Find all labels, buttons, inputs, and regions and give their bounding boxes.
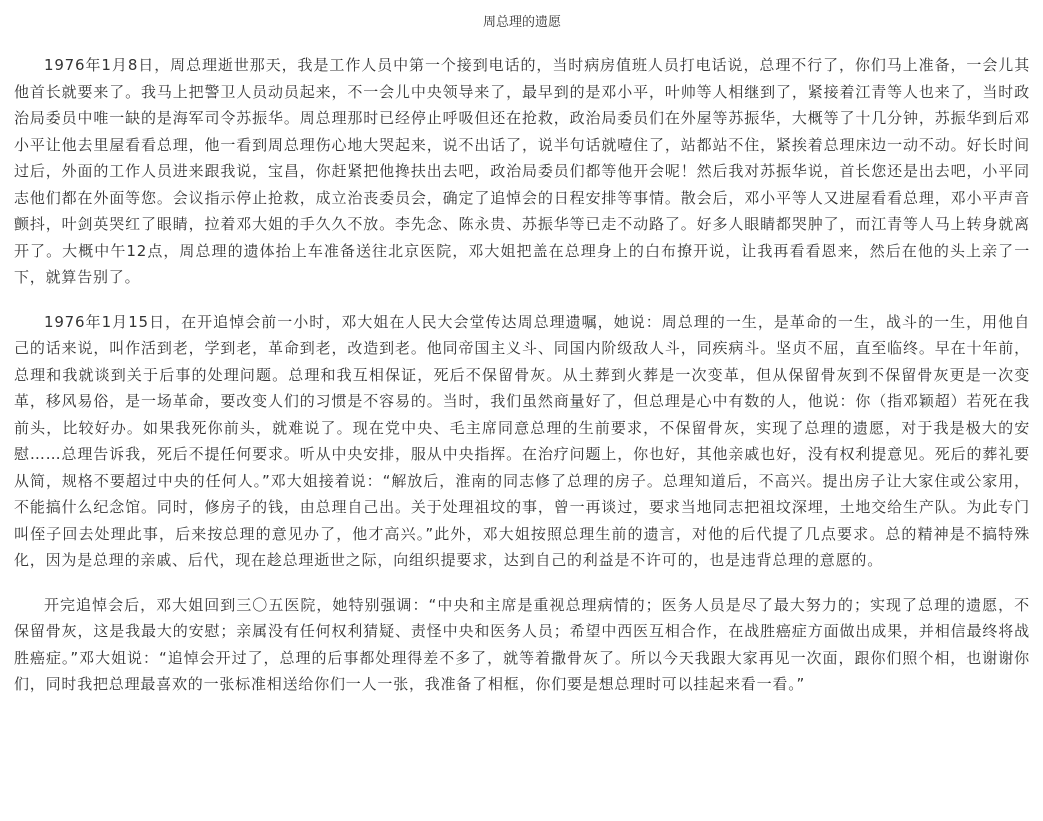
article-paragraph-3: 开完追悼会后，邓大姐回到三〇五医院，她特别强调：“中央和主席是重视总理病情的；医务人员是尽了最大努力的；实现了总理的遗愿，不保留骨灰，这是我最大的安慰；亲属没有任何权利猜疑、责怪中央和医务人员；希望中西医互相合作，在战胜癌症方面做出成果，并相信最终将战胜癌症。”邓大姐说：“追悼会开过了，总理的后事都处理得差不多了，就等着撒骨灰了。所以今天我跟大家再见一次面，跟你们照个相，也谢谢你们，同时我把总理最喜欢的一张标准相送给你们一人一张，我准备了相框，你们要是想总理时可以挂起来看一看。”	[14, 595, 1030, 693]
article-paragraph-1: 1976年1月8日，周总理逝世那天，我是工作人员中第一个接到电话的，当时病房值班人员打电话说，总理不行了，你们马上准备，一会儿其他首长就要来了。我马上把警卫人员动员起来，不一会儿中央领导来了，最早到的是邓小平，叶帅等人相继到了，紧接着江青等人也来了，当时政治局委员中唯一缺的是海军司令苏振华。周总理那时已经停止呼吸但还在抢救，政治局委员们在外屋等苏振华，大概等了十几分钟，苏振华到后邓小平让他去里屋看看总理，他一看到周总理伤心地大哭起来，说不出话了，说半句话就噎住了，站都站不住，紧挨着总理床边一动不动。好长时间过后，外面的工作人员进来跟我说，宝昌，你赶紧把他搀扶出去吧，政治局委员们都等他开会呢！然后我对苏振华说，首长您还是出去吧，小平同志他们都在外面等您。会议指示停止抢救，成立治丧委员会，确定了追悼会的日程安排等事情。散会后，邓小平等人又进屋看看总理，邓小平声音颤抖，叶剑英哭红了眼睛，拉着邓大姐的手久久不放。李先念、陈永贵、苏振华等已走不动路了。好多人眼睛都哭肿了，而江青等人马上转身就离开了。大概中午12点，周总理的遗体抬上车准备送往北京医院，邓大姐把盖在总理身上的白布撩开说，让我再看看恩来，然后在他的头上亲了一下，就算告别了。	[14, 56, 1030, 286]
article-title: 周总理的遗愿	[482, 15, 561, 30]
article-paragraph-2: 1976年1月15日，在开追悼会前一小时，邓大姐在人民大会堂传达周总理遗嘱，她说：周总理的一生，是革命的一生，战斗的一生，用他自己的话来说，叫作活到老，学到老，革命到老，改造到老。他同帝国主义斗、同国内阶级敌人斗，同疾病斗。坚贞不屈，直至临终。早在十年前，总理和我就谈到关于后事的处理问题。总理和我互相保证，死后不保留骨灰。从土葬到火葬是一次变革，但从保留骨灰到不保留骨灰更是一次变革，移风易俗，是一场革命，要改变人们的习惯是不容易的。当时，我们虽然商量好了，但总理是心中有数的人，他说：你（指邓颖超）若死在我前头，比较好办。如果我死你前头，就难说了。现在党中央、毛主席同意总理的生前要求，不保留骨灰，实现了总理的遗愿，对于我是极大的安慰……总理告诉我，死后不提任何要求。听从中央安排，服从中央指挥。在治疗问题上，你也好，其他亲戚也好，没有权利提意见。死后的葬礼要从简，规格不要超过中央的任何人。”邓大姐接着说：“解放后，淮南的同志修了总理的房子。总理知道后，不高兴。提出房子让大家住或公家用，不能搞什么纪念馆。同时，修房子的钱，由总理自己出。关于处理祖坟的事，曾一再谈过，要求当地同志把祖坟深埋，土地交给生产队。为此专门叫侄子回去处理此事，后来按总理的意见办了，他才高兴。”此外，邓大姐按照总理生前的遗言，对他的后代提了几点要求。总的精神是不搞特殊化，因为是总理的亲戚、后代，现在趁总理逝世之际，向组织提要求，达到自己的利益是不许可的，也是违背总理的意愿的。	[14, 312, 1030, 569]
article	[14, 0, 1030, 698]
